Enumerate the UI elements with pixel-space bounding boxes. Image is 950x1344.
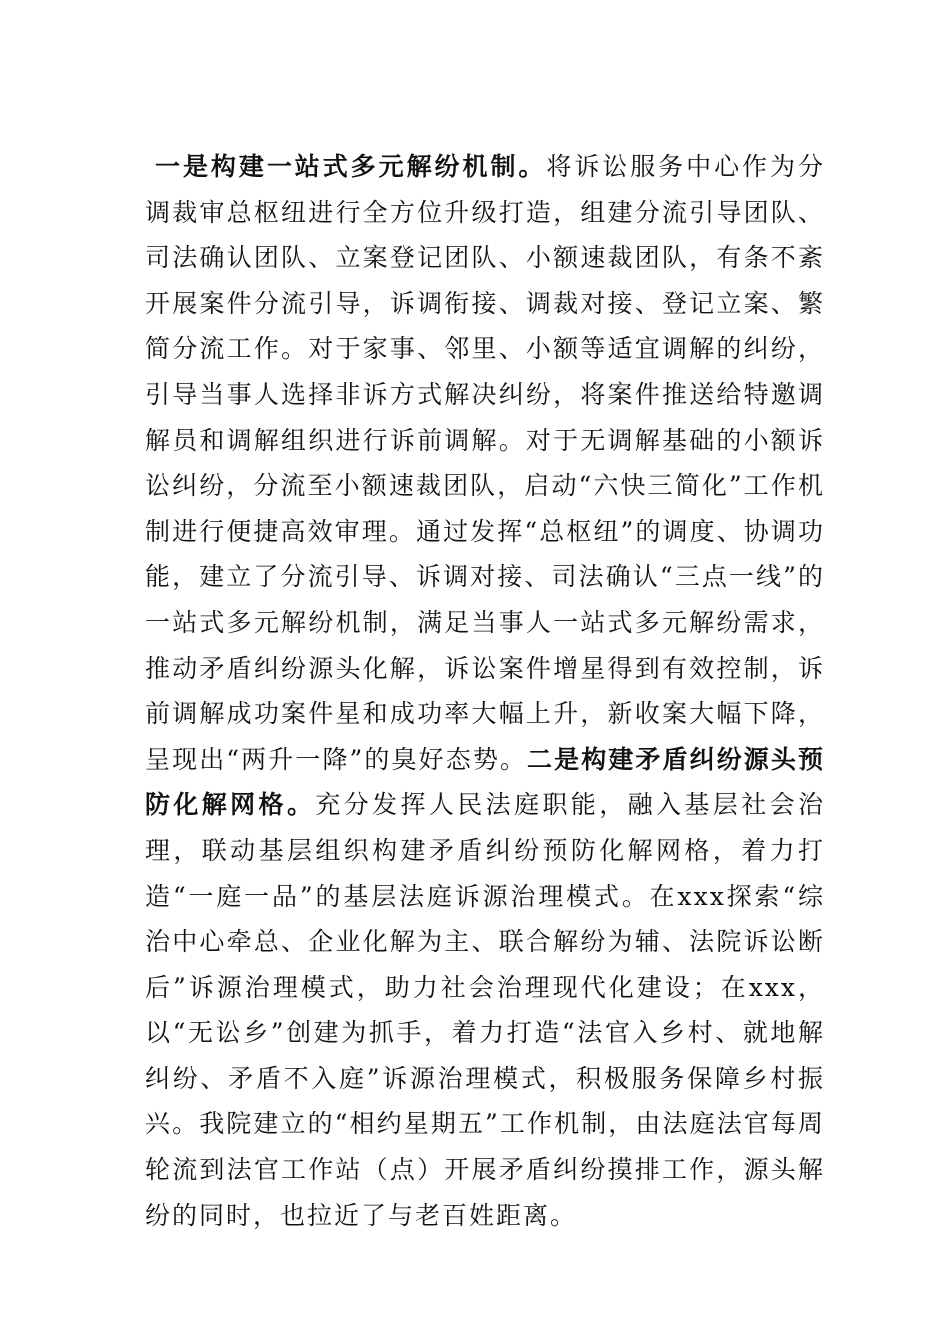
section-body-2: 充分发挥人民法庭职能，融入基层社会治理，联动基层组织构建矛盾纠纷预防化解网格，着力打造“一庭一品”的基层法庭诉源治理模式。在xxx探索“综治中心牵总、企业化解为主、联合解纷为辅、法院诉讼断后”诉源治理模式，助力社会治理现代化建设；在xxx，以“无讼乡”创建为抓手，着力打造“法官入乡村、就地解纠纷、矛盾不入庭”诉源治理模式，积极服务保障乡村振兴。我院建立的“相约星期五”工作机制，由法庭法官每周轮流到法官工作站（点）开展矛盾纠纷摸排工作，源头解纷的同时，也拉近了与老百姓距离。 [145,790,825,1230]
section-body-1: 将诉讼服务中心作为分调裁审总枢纽进行全方位升级打造，组建分流引导团队、司法确认团队、立案登记团队、小额速裁团队，有条不紊开展案件分流引导，诉调衔接、调裁对接、登记立案、繁简分流工作。对于家事、邻里、小额等适宜调解的纠纷，引导当事人选择非诉方式解决纠纷，将案件推送给特邀调解员和调解组织进行诉前调解。对于无调解基础的小额诉讼纠纷，分流至小额速裁团队，启动“六快三简化”工作机制进行便捷高效审理。通过发挥“总枢纽”的调度、协调功能，建立了分流引导、诉调对接、司法确认“三点一线”的一站式多元解纷机制，满足当事人一站式多元解纷需求，推动矛盾纠纷源头化解，诉讼案件增星得到有效控制，诉前调解成功案件星和成功率大幅上升，新收案大幅下降，呈现出“两升一降”的臭好态势。 [145,152,825,774]
section-heading-1: 一是构建一站式多元解纷机制。 [155,152,547,181]
body-paragraph [145,144,825,1238]
section-heading-2: 二是构建矛盾纠纷源头预防化解网格。 [145,744,825,820]
